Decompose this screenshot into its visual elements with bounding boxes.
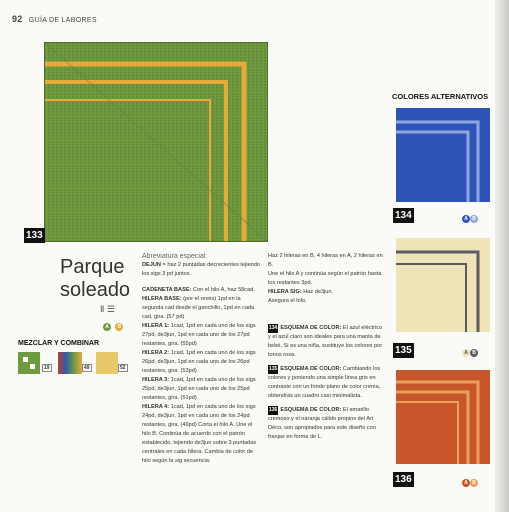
- row-base: HILERA BASE: (por el revés) 1pd en la segunda cad desde el ganchillo, 1pd en cada cad, gira. (57 pd): [142, 296, 255, 320]
- mix-swatch-2: [58, 352, 82, 374]
- title-line-2: soleado: [60, 279, 131, 301]
- alt-tag-135: 135: [395, 345, 412, 356]
- sequence-text: Haz 2 hileras en B, 4 hileras en A, 2 hileras en B.: [268, 253, 383, 268]
- dejun-definition: DEJUN = haz 2 puntadas decrecientes tejiendo los sigs 3 pd juntos.: [142, 262, 261, 277]
- row-base-chain: CADENETA BASE: Con el hilo A, haz 58cad.: [142, 287, 255, 293]
- main-square-number: 133: [26, 230, 43, 241]
- mix-tag-2: 49: [84, 365, 90, 371]
- color-a-icon: A: [103, 323, 111, 331]
- main-square-image: [44, 42, 268, 242]
- page-header: [12, 14, 97, 24]
- row-3: HILERA 3: 1cad, 1pd en cada uno de los sigs 25pd, de3jun, 1pd en cada uno de los 25pd restantes, gira. (51pd): [142, 377, 256, 401]
- title-line-1: Parque: [60, 256, 125, 278]
- alt-136-colors: A B: [462, 474, 478, 492]
- special-abbr-label: Abreviatura especial:: [142, 253, 208, 260]
- yarn-colors: [103, 318, 123, 336]
- scheme-136: 136 ESQUEMA DE COLOR: El amarillo cremoso y el naranja cálido propios del Art Déco, son apropiados para este diseño con franjas en forma de L.: [268, 407, 376, 440]
- mix-tag-1: 19: [44, 365, 50, 371]
- alt-square-blue: [396, 108, 490, 202]
- yarn-info: [100, 304, 115, 315]
- page-number: 92: [12, 14, 23, 24]
- pattern-column-2: [268, 252, 386, 442]
- alt-tag-134: 134: [395, 210, 412, 221]
- alt-square-orange: [396, 370, 490, 464]
- section-title: GUÍA DE LABORES: [28, 17, 97, 24]
- continue-text: Une el hilo A y continúa según el patrón hasta los restantes 3pd.: [268, 271, 382, 286]
- next-row: HILERA SIG: Haz de3jun.: [268, 289, 334, 295]
- row-1: HILERA 1: 1cad, 1pd en cada uno de los sigs 27pd, de3jun, 1pd en cada uno de los 27pd restantes, gira. (55pd): [142, 323, 256, 347]
- pattern-title: [60, 256, 130, 302]
- color-b-icon: B: [115, 323, 123, 331]
- row-2: HILERA 2: 1cad, 1pd en cada uno de los sigs 26pd, de3jun, 1pd en cada uno de los 26pd restantes, gira. (53pd): [142, 350, 256, 374]
- scheme-134: 134 ESQUEMA DE COLOR: El azul eléctrico y el azul claro son ideales para una manta de bebé. Si es una niña, sustituye los colores por tonos rosa.: [268, 325, 383, 358]
- hook-icon: Ⅱ ☰: [100, 304, 115, 314]
- row-4: HILERA 4: 1cad, 1pd en cada uno de los sigs 24pd, de3jun, 1pd en cada uno de los 24pd restantes, gira. (49pd) Corta el hilo A. Une el hilo B. Continúa de acuerdo con el patrón establecido, tejiendo de3jun sobre 3 puntadas centrales en cada hilera. Cambia de color de hilo según la sig secuencia:: [142, 404, 257, 464]
- mix-swatch-1: [18, 352, 40, 374]
- alt-135-colors: A B: [462, 344, 478, 362]
- scheme-135: 135 ESQUEMA DE COLOR: Cambiando los colores y poniendo una simple línea gris en contraste con un fondo plano de color crema, obtendrás un cuadro casi minimalista.: [268, 366, 381, 399]
- alt-tag-136: 136: [395, 474, 412, 485]
- mix-swatch-3: [96, 352, 118, 374]
- mix-heading: MEZCLAR Y COMBINAR: [18, 340, 100, 347]
- alt-square-cream: [396, 238, 490, 332]
- finish-text: Asegura el hilo.: [268, 298, 307, 304]
- mix-tag-3: 52: [120, 365, 126, 371]
- alt-colors-heading: COLORES ALTERNATIVOS: [392, 92, 489, 101]
- pattern-column-1: [142, 252, 262, 466]
- alt-134-colors: A B: [462, 210, 478, 228]
- page-spine: [495, 0, 509, 512]
